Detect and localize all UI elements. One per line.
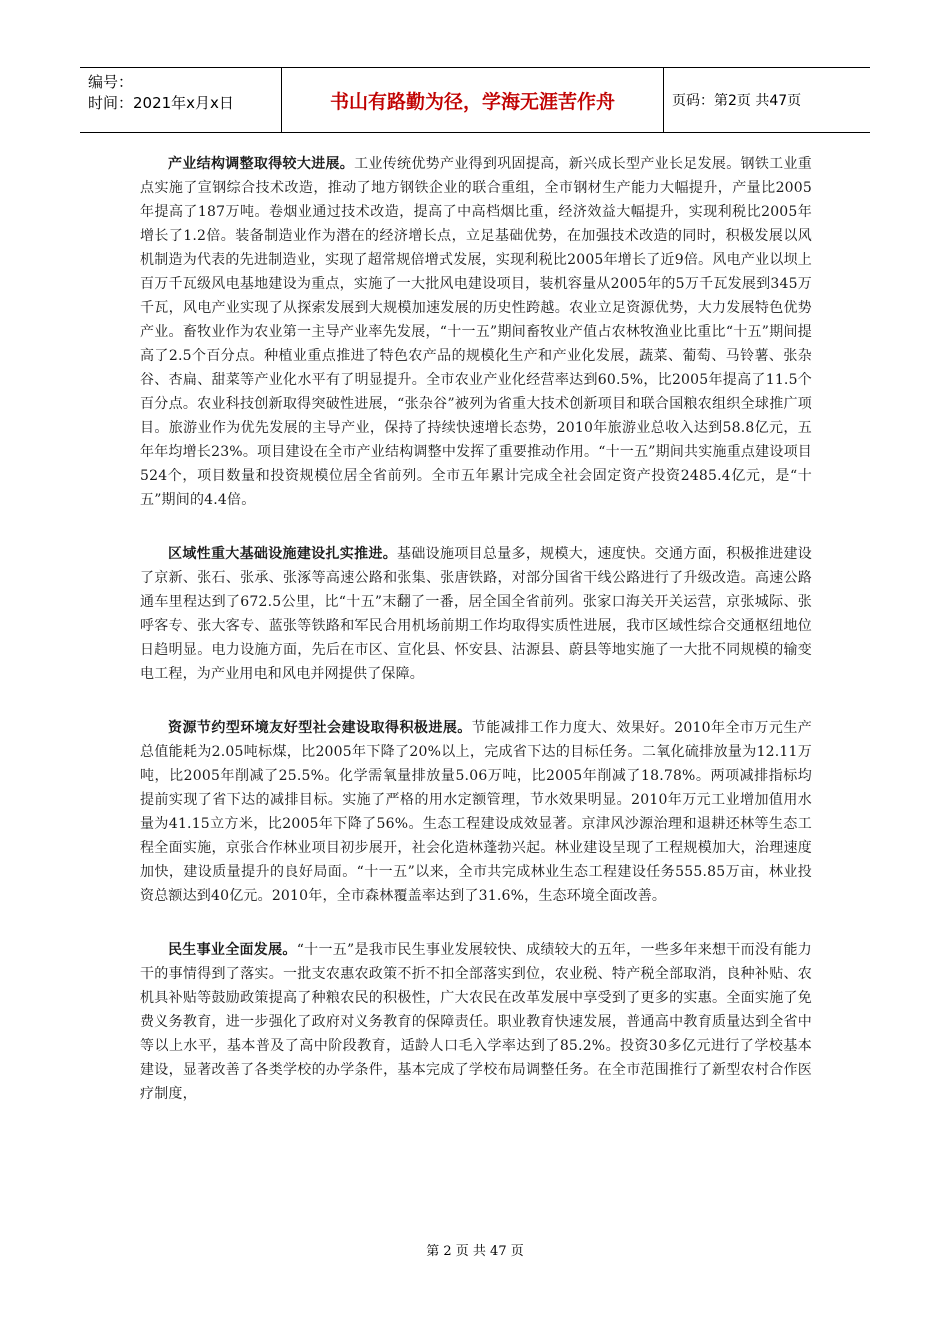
document-date: 时间：2021年x月x日: [88, 94, 234, 112]
header-meta: [80, 68, 282, 132]
page-footer: 第 2 页 共 47 页: [426, 1244, 524, 1259]
paragraph-heading: 民生事业全面发展。: [168, 942, 297, 958]
paragraph-text: “十一五”是我市民生事业发展较快、成绩较大的五年，一些多年来想干而没有能力干的事情得到了落实。一批支农惠农政策不折不扣全部落实到位，农业税、特产税全部取消，良种补贴、农机具补贴等鼓励政策提高了种粮农民的积极性，广大农民在改革发展中享受到了更多的实惠。全面实施了免费义务教育，进一步强化了政府对义务教育的保障责任。职业教育快速发展，普通高中教育质量达到全省中等以上水平，基本普及了高中阶段教育，适龄人口毛入学率达到了85.2%。投资30多亿元进行了学校基本建设，显著改善了各类学校的办学条件，基本完成了学校布局调整任务。在全市范围推行了新型农村合作医疗制度，: [140, 942, 812, 1102]
page-header: [80, 67, 870, 133]
header-page-info: 页码：第2页 共47页: [672, 93, 802, 109]
document-body: [140, 152, 812, 1136]
paragraph-heading: 资源节约型环境友好型社会建设取得积极进展。: [168, 720, 472, 736]
paragraph-livelihood: [140, 938, 812, 1106]
paragraph-text: 节能减排工作力度大、效果好。2010年全市万元生产总值能耗为2.05吨标煤，比2005年下降了20%以上，完成省下达的目标任务。二氧化硫排放量为12.11万吨，比2005年削减了25.5%。化学需氧量排放量5.06万吨，比2005年削减了18.78%。两项减排指标均提前实现了省下达的减排目标。实施了严格的用水定额管理，节水效果明显。2010年万元工业增加值用水量为41.15立方米，比2005年下降了56%。生态工程建设成效显著。京津风沙源治理和退耕还林等生态工程全面实施，京张合作林业项目初步展开，社会化造林蓬勃兴起。林业建设呈现了工程规模加大，治理速度加快，建设质量提升的良好局面。“十一五”以来，全市共完成林业生态工程建设任务555.85万亩，林业投资总额达到40亿元。2010年，全市森林覆盖率达到了31.6%，生态环境全面改善。: [140, 720, 812, 904]
paragraph-text: 基础设施项目总量多，规模大，速度快。交通方面，积极推进建设了京新、张石、张承、张涿等高速公路和张集、张唐铁路，对部分国省干线公路进行了升级改造。高速公路通车里程达到了672.5公里，比“十五”末翻了一番，居全国全省前列。张家口海关开关运营，京张城际、张呼客专、张大客专、蓝张等铁路和军民合用机场前期工作均取得实质性进展，我市区域性综合交通枢纽地位日趋明显。电力设施方面，先后在市区、宣化县、怀安县、沽源县、蔚县等地实施了一大批不同规模的输变电工程，为产业用电和风电并网提供了保障。: [140, 546, 812, 682]
paragraph-heading: 区域性重大基础设施建设扎实推进。: [168, 546, 398, 562]
document-number-label: 编号：: [88, 73, 134, 91]
paragraph-text: 工业传统优势产业得到巩固提高，新兴成长型产业长足发展。钢铁工业重点实施了宣钢综合技术改造，推动了地方钢铁企业的联合重组，全市钢材生产能力大幅提升，产量比2005年提高了187万吨。卷烟业通过技术改造，提高了中高档烟比重，经济效益大幅提升，实现利税比2005年增长了1.2倍。装备制造业作为潜在的经济增长点，立足基础优势，在加强技术改造的同时，积极发展以风机制造为代表的先进制造业，实现了超常规倍增式发展，实现利税比2005年增长了近9倍。风电产业以坝上百万千瓦级风电基地建设为重点，实施了一大批风电建设项目，装机容量从2005年的5万千瓦发展到345万千瓦，风电产业实现了从探索发展到大规模加速发展的历史性跨越。农业立足资源优势，大力发展特色优势产业。畜牧业作为农业第一主导产业率先发展，“十一五”期间畜牧业产值占农林牧渔业比重比“十五”期间提高了2.5个百分点。种植业重点推进了特色农产品的规模化生产和产业化发展，蔬菜、葡萄、马铃薯、张杂谷、杏扁、甜菜等产业化水平有了明显提升。全市农业产业化经营率达到60.5%，比2005年提高了11.5个百分点。农业科技创新取得突破性进展，“张杂谷”被列为省重大技术创新项目和联合国粮农组织全球推广项目。旅游业作为优先发展的主导产业，保持了持续快速增长态势，2010年旅游业总收入达到58.8亿元，五年年均增长23%。项目建设在全市产业结构调整中发挥了重要推动作用。“十一五”期间共实施重点建设项目524个，项目数量和投资规模位居全省前列。全市五年累计完成全社会固定资产投资2485.4亿元，是“十五”期间的4.4倍。: [140, 156, 812, 508]
header-motto: 书山有路勤为径，学海无涯苦作舟: [282, 68, 664, 132]
paragraph-infrastructure: [140, 542, 812, 686]
paragraph-heading: 产业结构调整取得较大进展。: [168, 156, 355, 172]
paragraph-environment: [140, 716, 812, 908]
paragraph-industry: [140, 152, 812, 512]
